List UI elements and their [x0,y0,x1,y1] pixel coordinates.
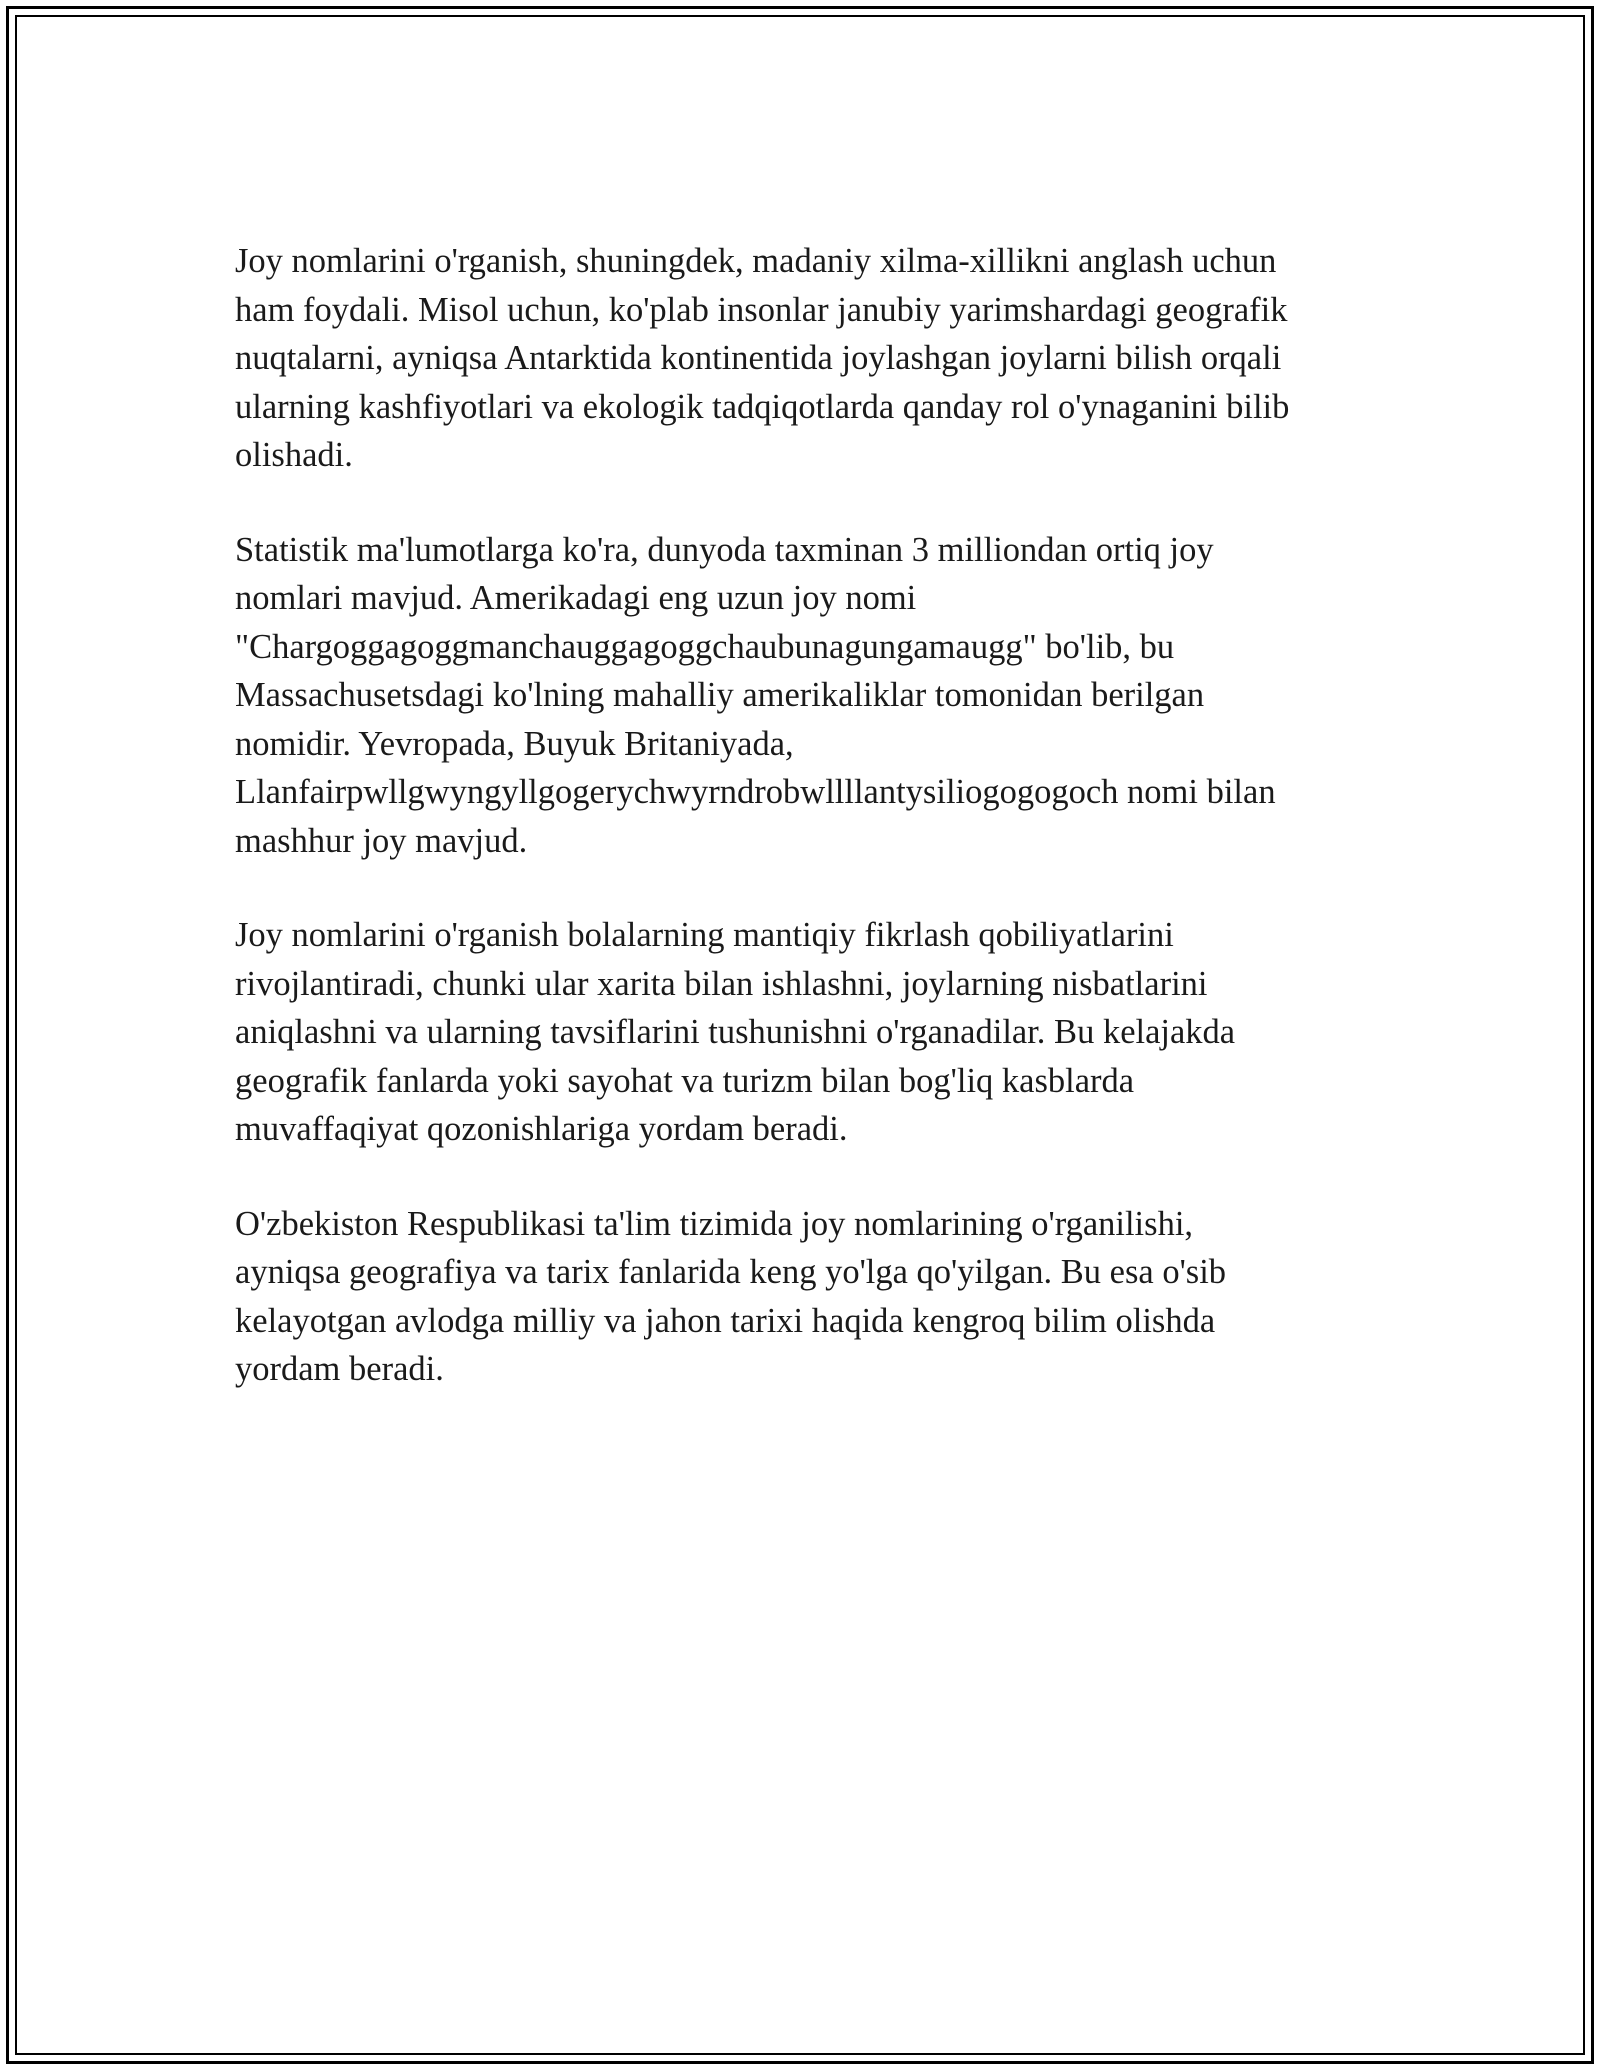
paragraph-2: Statistik ma'lumotlarga ko'ra, dunyoda taxminan 3 milliondan ortiq joy nomlari mavjud. Amerikadagi eng uzun joy nomi "Chargoggagoggmanchauggagoggchaubunagungamaugg" bo'lib, bu Massachusetsdagi ko'lning mahalliy amerikaliklar tomonidan berilgan nomidir. Yevropada, Buyuk Britaniyada, Llanfairpwllgwyngyllgogerychwyrndrobwllllantysiliogogogoch nomi bilan mashhur joy mavjud. [235,530,1276,860]
paragraph-3: Joy nomlarini o'rganish bolalarning mantiqiy fikrlash qobiliyatlarini rivojlantiradi, chunki ular xarita bilan ishlashni, joylarning nisbatlarini aniqlashni va ularning tavsiflarini tushunishni o'rganadilar. Bu kelajakda geografik fanlarda yoki sayohat va turizm bilan bog'liq kasblarda muvaffaqiyat qozonishlariga yordam beradi. [235,916,1236,1148]
document-body [235,237,1365,1440]
paragraph-4: O'zbekiston Respublikasi ta'lim tizimida joy nomlarining o'rganilishi, ayniqsa geografiya va tarix fanlarida keng yo'lga qo'yilgan. Bu esa o'sib kelayotgan avlodga milliy va jahon tarixi haqida kengroq bilim olishda yordam beradi. [235,1204,1227,1388]
paragraph-1: Joy nomlarini o'rganish, shuningdek, madaniy xilma-xillikni anglash uchun ham foydali. Misol uchun, ko'plab insonlar janubiy yarimshardagi geografik nuqtalarni, ayniqsa Antarktida kontinentida joylashgan joylarni bilish orqali ularning kashfiyotlari va ekologik tadqiqotlarda qanday rol o'ynaganini bilib olishadi. [235,242,1290,474]
